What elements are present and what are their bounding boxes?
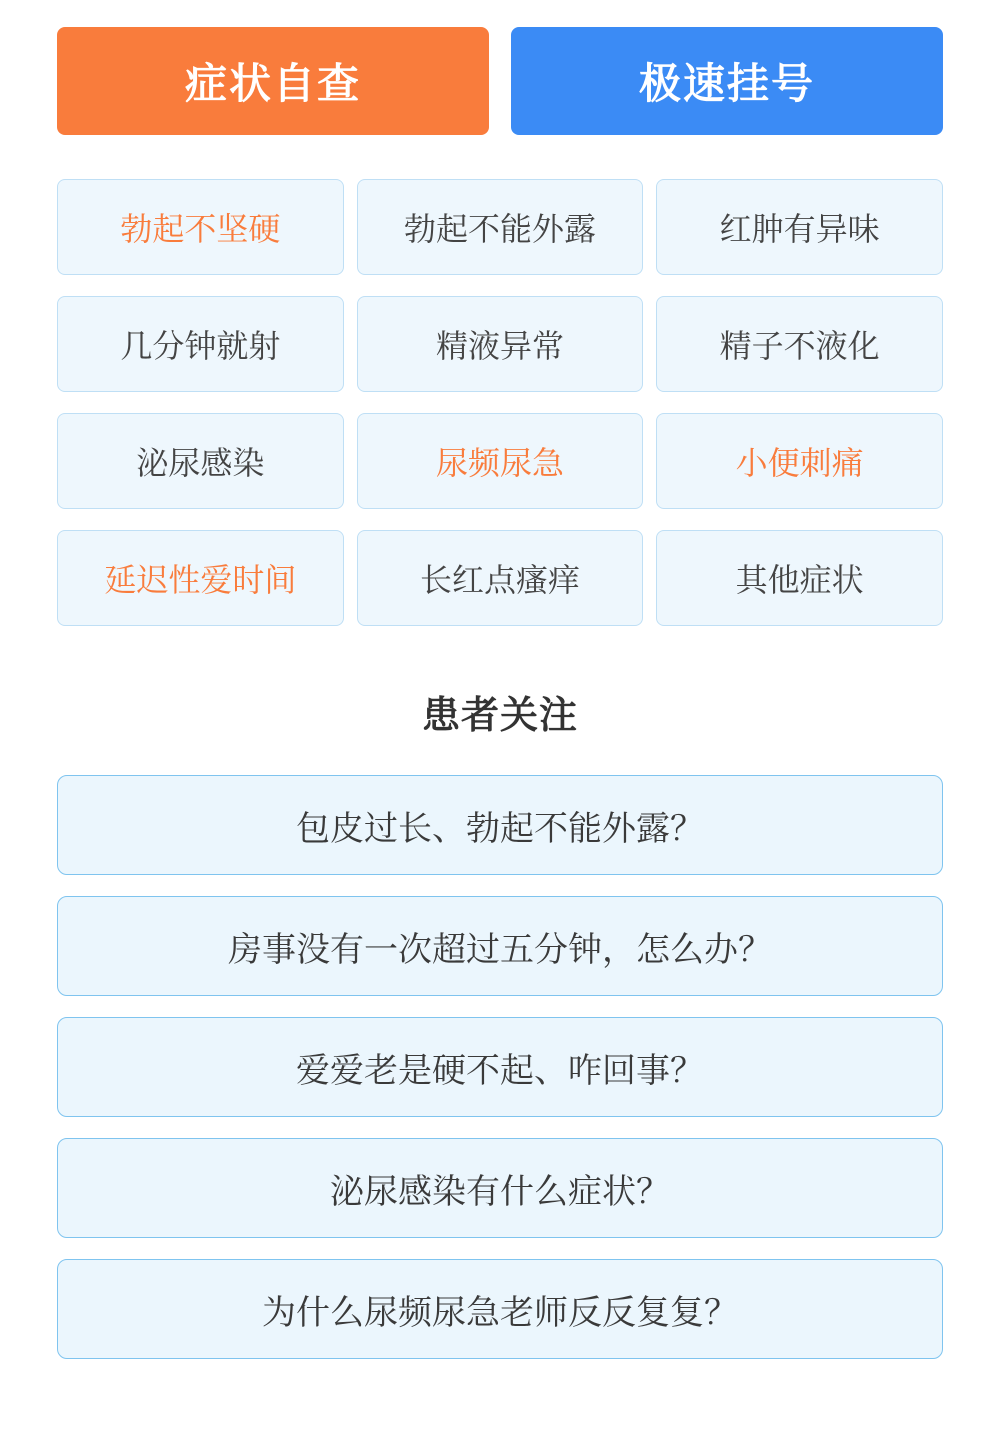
symptom-label: 精液异常	[435, 328, 564, 364]
list-item[interactable]	[57, 1017, 943, 1117]
symptom-cell[interactable]	[656, 296, 943, 392]
question-label: 为什么尿频尿急老师反反复复？	[262, 1293, 738, 1332]
tab-symptom-self-check[interactable]	[57, 27, 489, 135]
symptom-label: 勃起不能外露	[403, 211, 596, 247]
tab-fast-registration-label: 极速挂号	[638, 60, 815, 107]
symptom-cell[interactable]	[357, 179, 644, 275]
symptom-cell[interactable]	[57, 413, 344, 509]
symptom-label: 泌尿感染	[136, 445, 265, 481]
symptom-label: 长红点瘙痒	[419, 562, 580, 598]
symptom-cell[interactable]	[57, 530, 344, 626]
tab-symptom-self-check-label: 症状自查	[184, 60, 361, 107]
list-item[interactable]	[57, 775, 943, 875]
list-item[interactable]	[57, 896, 943, 996]
question-label: 泌尿感染有什么症状？	[330, 1172, 670, 1211]
symptom-cell[interactable]	[656, 413, 943, 509]
symptom-cell[interactable]	[357, 413, 644, 509]
tab-fast-registration[interactable]	[511, 27, 943, 135]
symptom-cell[interactable]	[656, 530, 943, 626]
list-item[interactable]	[57, 1138, 943, 1238]
symptom-label: 几分钟就射	[120, 328, 281, 364]
symptom-label: 小便刺痛	[735, 445, 864, 481]
section-title-patient-concerns: 患者关注	[421, 695, 578, 737]
symptom-label: 精子不液化	[719, 328, 880, 364]
list-item[interactable]	[57, 1259, 943, 1359]
symptom-label: 勃起不坚硬	[120, 211, 281, 247]
symptom-cell[interactable]	[57, 179, 344, 275]
symptom-cell[interactable]	[357, 530, 644, 626]
question-list	[57, 775, 943, 1359]
symptom-cell[interactable]	[357, 296, 644, 392]
question-label: 房事没有一次超过五分钟，怎么办？	[228, 930, 772, 969]
top-tab-bar	[57, 0, 943, 135]
symptom-label: 延迟性爱时间	[104, 562, 297, 598]
question-label: 包皮过长、勃起不能外露？	[296, 809, 704, 848]
symptom-cell[interactable]	[57, 296, 344, 392]
symptom-cell[interactable]	[656, 179, 943, 275]
symptom-grid	[57, 179, 943, 626]
question-label: 爱爱老是硬不起、咋回事？	[296, 1051, 704, 1090]
symptom-label: 红肿有异味	[719, 211, 880, 247]
symptom-label: 尿频尿急	[435, 445, 564, 481]
symptom-label: 其他症状	[735, 562, 864, 598]
